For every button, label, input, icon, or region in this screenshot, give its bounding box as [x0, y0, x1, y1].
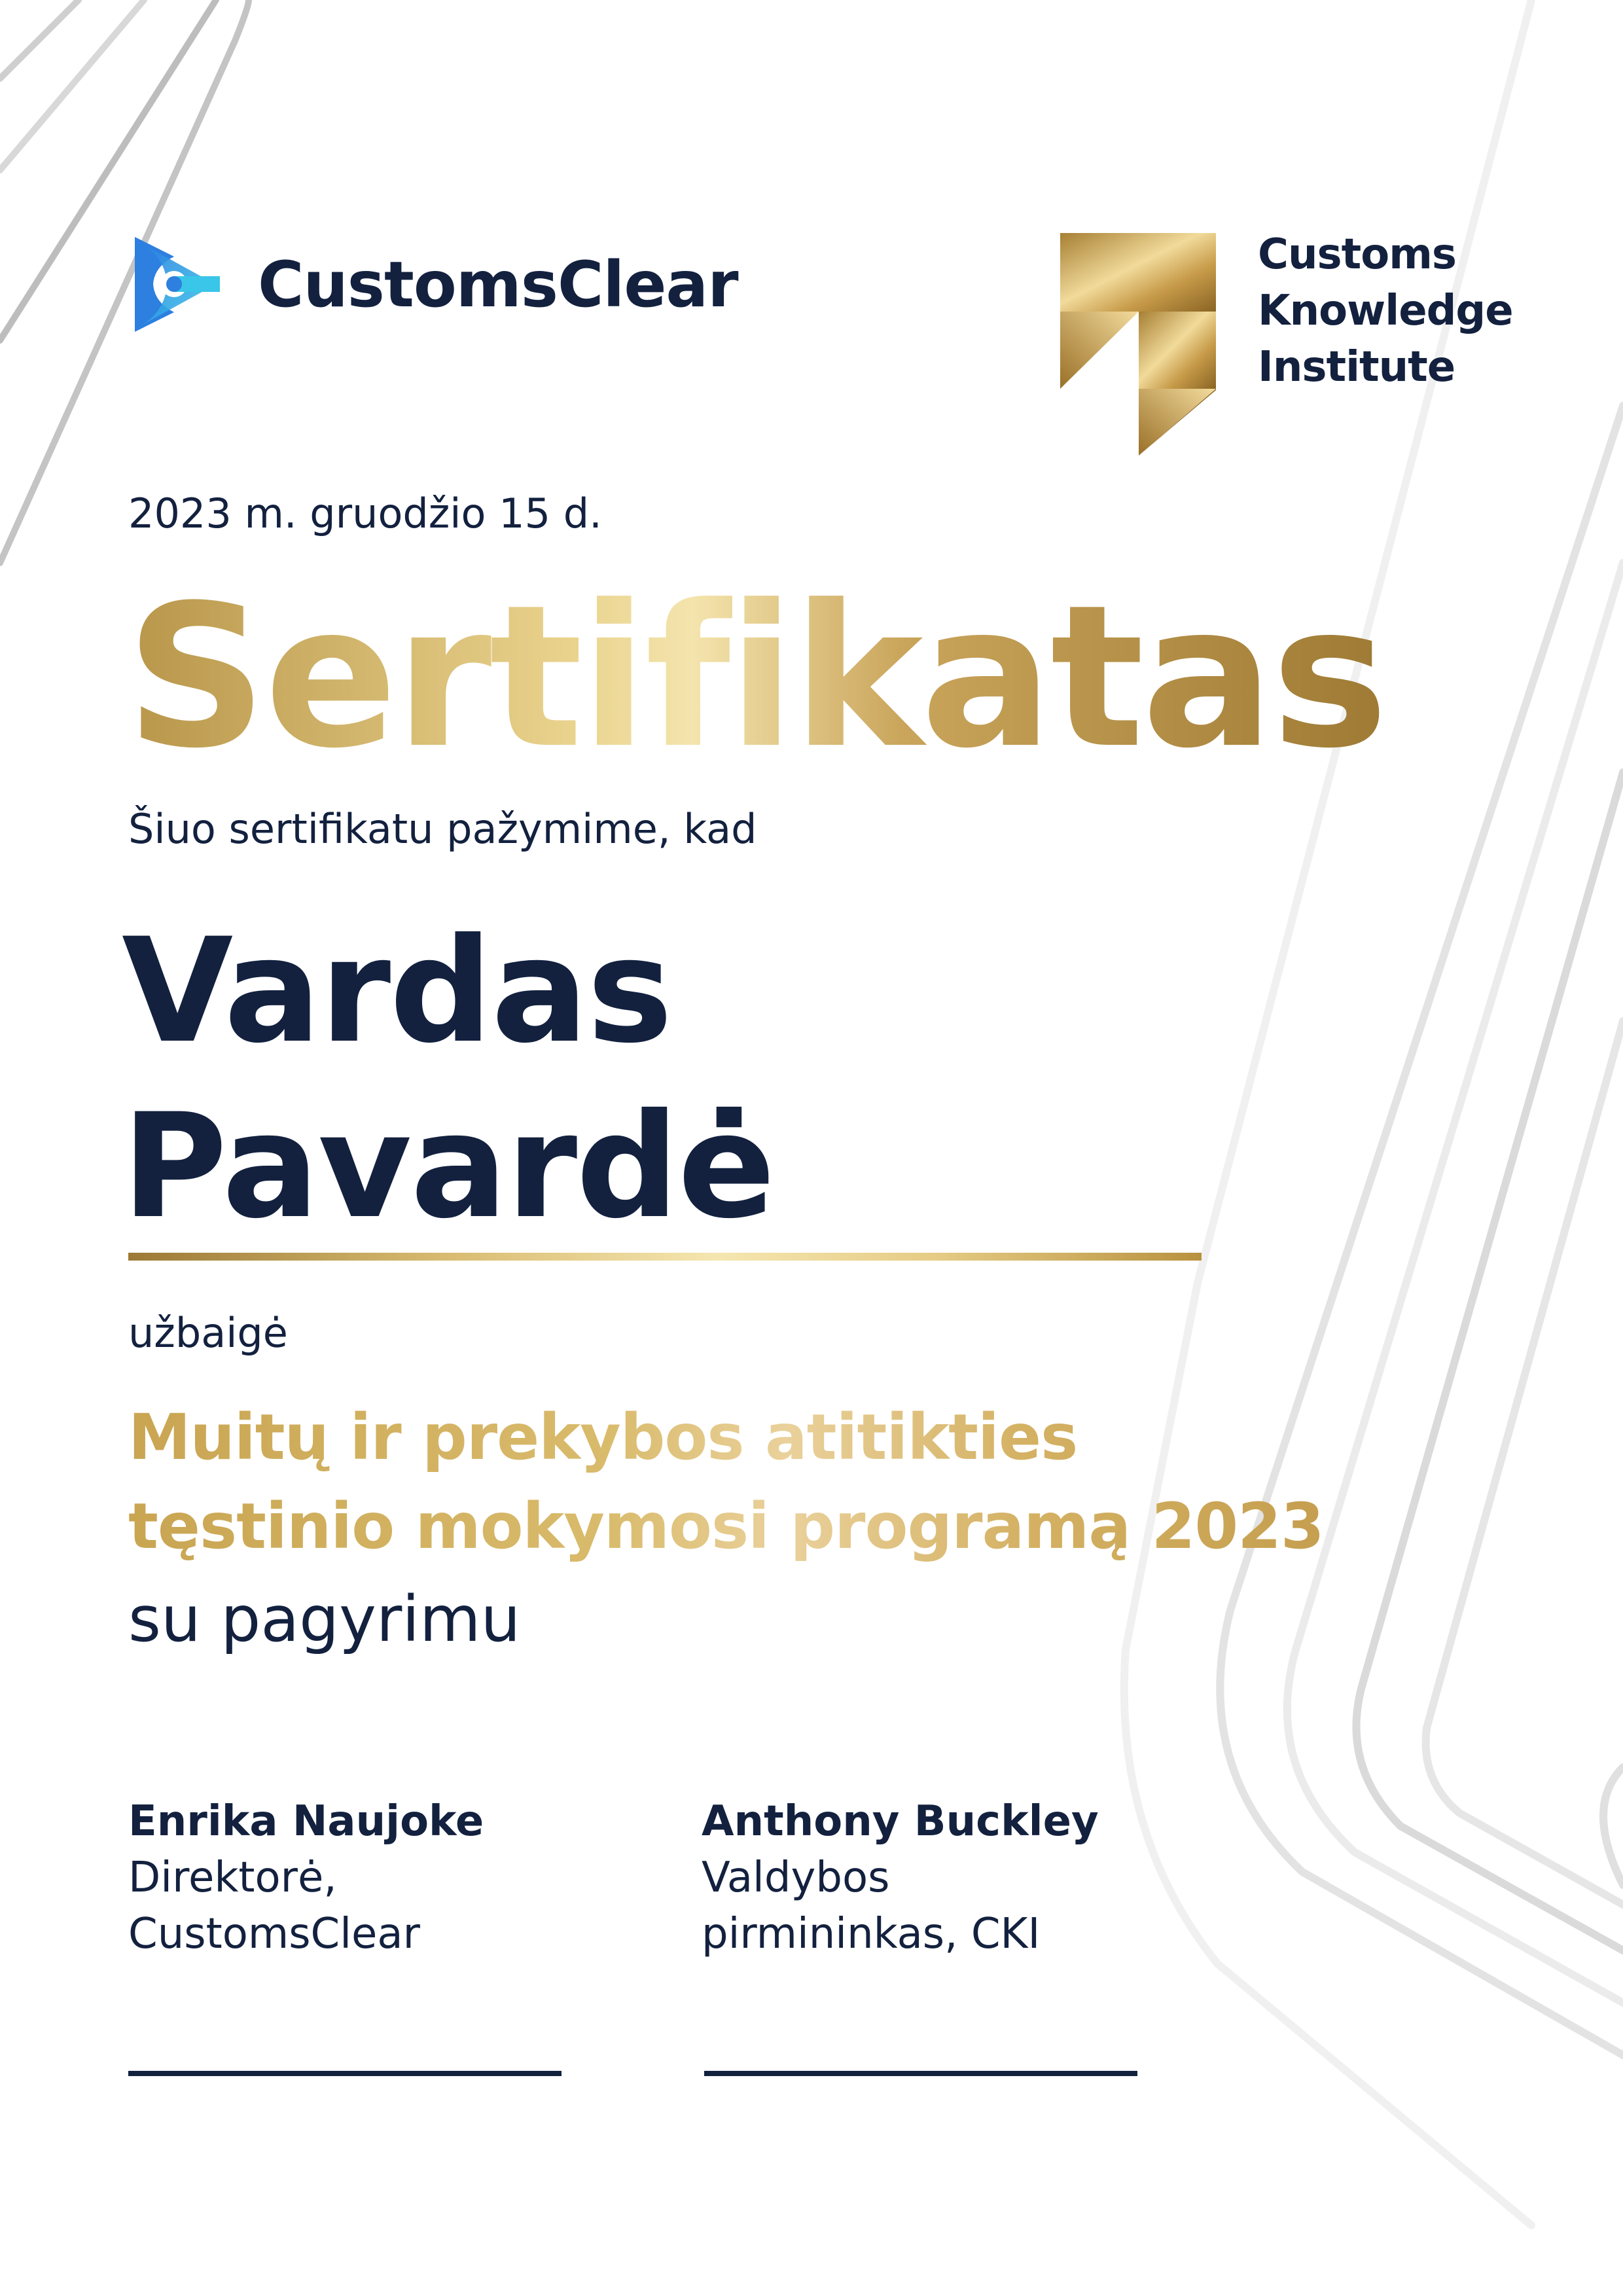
- issue-date: 2023 m. gruodžio 15 d.: [128, 490, 602, 537]
- signatory-name: Anthony Buckley: [702, 1797, 1099, 1846]
- signatory-name: Enrika Naujoke: [128, 1797, 484, 1846]
- cki-wordmark: [1258, 226, 1513, 395]
- customsclear-logo-icon: [128, 230, 226, 338]
- completed-label: užbaigė: [128, 1309, 288, 1357]
- signatory-role-line-2: CustomsClear: [128, 1910, 420, 1958]
- customsclear-wordmark: CustomsClear: [258, 247, 738, 321]
- program-line-1: Muitų ir prekybos atitikties: [128, 1401, 1078, 1474]
- cki-gold-logo-icon: [1060, 233, 1217, 456]
- recipient-last-name: Pavardė: [122, 1083, 774, 1250]
- intro-text: Šiuo sertifikatu pažymime, kad: [128, 805, 757, 853]
- program-title: [128, 1393, 1324, 1571]
- customsclear-logo: [128, 230, 738, 338]
- program-line-2: tęstinio mokymosi programą 2023: [128, 1490, 1324, 1563]
- cki-line-3: Institute: [1258, 343, 1455, 391]
- signatory-role-line-2: pirmininkas, CKI: [702, 1910, 1041, 1958]
- signatory-role-line-1: Direktorė,: [128, 1854, 337, 1902]
- signature-line-left: [128, 2071, 562, 2076]
- gold-divider: [128, 1253, 1202, 1261]
- certificate-title: Sertifikatas: [126, 563, 1386, 791]
- cki-line-2: Knowledge: [1258, 287, 1513, 335]
- signatory-right: [702, 1793, 1099, 1962]
- recipient-first-name: Vardas: [122, 907, 672, 1075]
- honors-text: su pagyrimu: [128, 1583, 521, 1656]
- recipient-name: [122, 903, 774, 1254]
- signatory-left: [128, 1793, 484, 1962]
- cki-line-1: Customs: [1258, 230, 1456, 279]
- signature-line-right: [704, 2071, 1137, 2076]
- signatory-role-line-1: Valdybos: [702, 1854, 890, 1902]
